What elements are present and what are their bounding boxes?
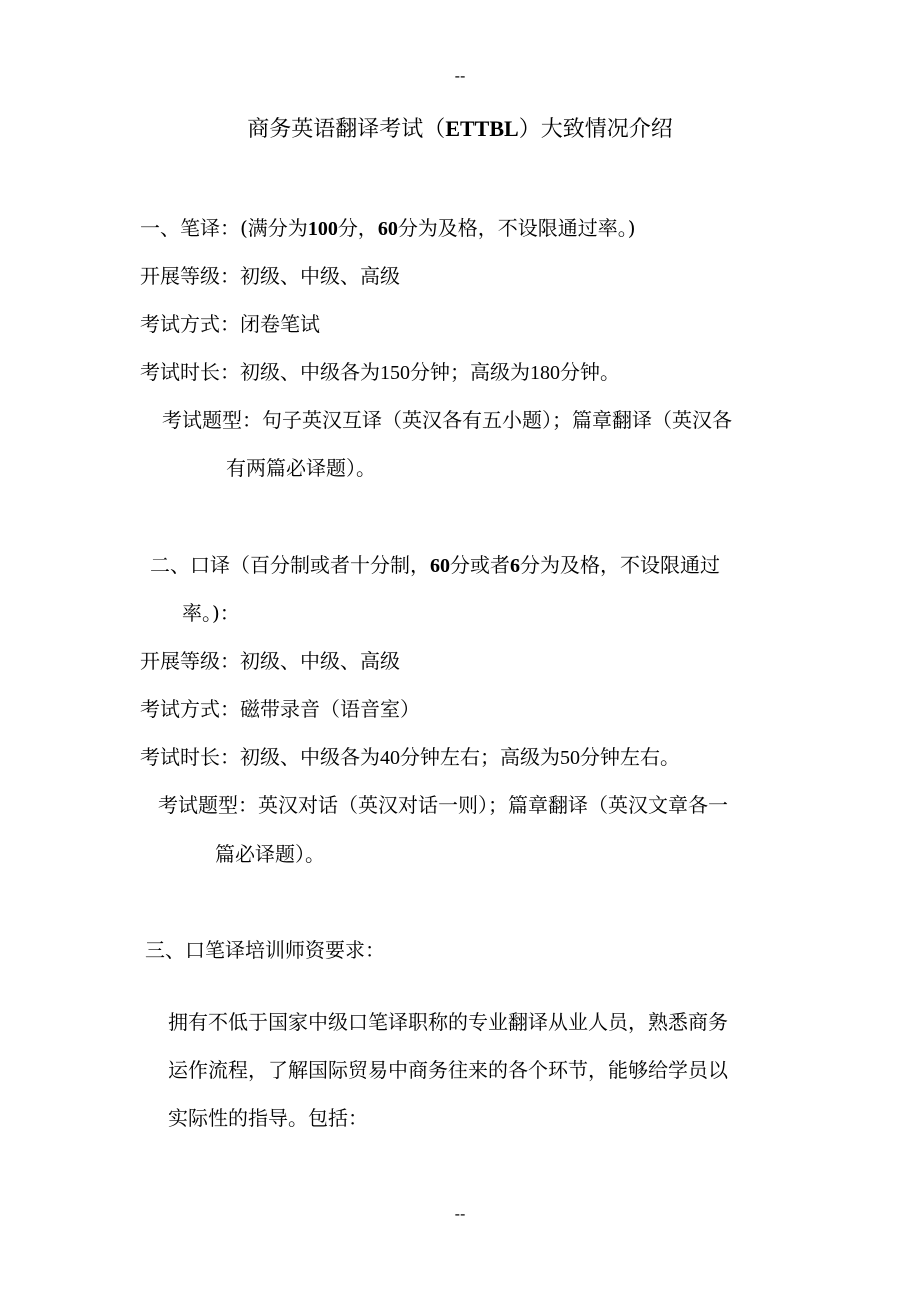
section1-duration-text: 分钟。 <box>560 360 620 384</box>
section1-levels: 开展等级：初级、中级、高级 <box>140 264 400 288</box>
section2-heading-text: 分或者 <box>450 553 510 577</box>
section1-types-line2: 有两篇必译题）。 <box>226 456 376 480</box>
section2-duration-text: 分钟左右；高级为 <box>400 745 560 769</box>
document-title <box>0 113 920 146</box>
page-marker-bottom: -- <box>454 1204 466 1223</box>
junior-intermediate-minutes: 40 <box>380 747 400 769</box>
section1-heading-text: 分为及格，不设限通过率。) <box>397 216 636 240</box>
section2-duration-text: 考试时长：初级、中级各为 <box>140 745 380 769</box>
section3-paragraph-line1: 拥有不低于国家中级口笔译职称的专业翻译从业人员，熟悉商务 <box>168 1010 728 1034</box>
pass-score-hundred-scale: 60 <box>430 555 450 577</box>
section1-heading-text: 分， <box>337 216 378 240</box>
section2-duration <box>140 742 680 773</box>
section3-heading: 三、口笔译培训师资要求： <box>145 938 385 962</box>
section1-duration-text: 考试时长：初级、中级各为 <box>140 360 380 384</box>
section1-heading <box>140 213 636 244</box>
full-score-value: 100 <box>307 218 338 240</box>
pass-score-value: 60 <box>377 218 398 240</box>
section3-paragraph-line3: 实际性的指导。包括： <box>168 1106 368 1130</box>
section2-heading-line1 <box>150 550 720 581</box>
section2-heading-text: 二、口译（百分制或者十分制， <box>150 553 430 577</box>
title-abbreviation: ETTBL <box>445 116 519 141</box>
title-text-after: ）大致情况介绍 <box>518 117 673 142</box>
advanced-minutes: 50 <box>560 747 580 769</box>
section2-duration-text: 分钟左右。 <box>580 745 680 769</box>
section1-heading-text: 一、笔译：(满分为 <box>140 216 308 240</box>
section2-method: 考试方式：磁带录音（语音室） <box>140 697 420 721</box>
section1-method: 考试方式：闭卷笔试 <box>140 312 320 336</box>
junior-intermediate-minutes: 150 <box>380 362 410 384</box>
section2-types-line1: 考试题型：英汉对话（英汉对话一则）；篇章翻译（英汉文章各一 <box>158 793 728 817</box>
section1-duration <box>140 357 620 388</box>
page-marker-top: -- <box>454 66 466 85</box>
section3-paragraph-line2: 运作流程，了解国际贸易中商务往来的各个环节，能够给学员以 <box>168 1058 728 1082</box>
section2-types-line2: 篇必译题）。 <box>215 842 325 866</box>
section2-heading-text: 分为及格，不设限通过 <box>520 553 720 577</box>
advanced-minutes: 180 <box>530 362 560 384</box>
section1-types-line1: 考试题型：句子英汉互译（英汉各有五小题）；篇章翻译（英汉各 <box>162 408 732 432</box>
section1-duration-text: 分钟；高级为 <box>410 360 530 384</box>
section2-heading-line2: 率。)： <box>182 601 240 625</box>
section2-levels: 开展等级：初级、中级、高级 <box>140 649 400 673</box>
title-text-before: 商务英语翻译考试（ <box>247 117 446 142</box>
pass-score-ten-scale: 6 <box>510 555 520 577</box>
